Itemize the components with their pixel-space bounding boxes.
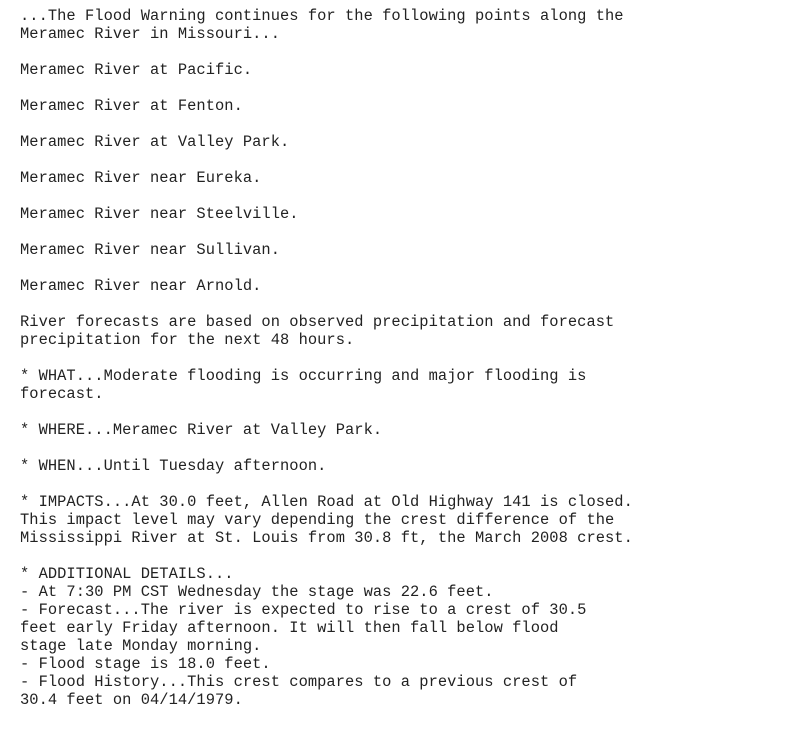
intro-line: Meramec River in Missouri... xyxy=(20,25,281,43)
flood-warning-bulletin xyxy=(20,7,790,709)
paragraph-gap xyxy=(20,223,790,241)
paragraph-gap xyxy=(20,403,790,421)
additional-details-line: - At 7:30 PM CST Wednesday the stage was 22.6 feet. xyxy=(20,583,494,601)
intro-paragraph xyxy=(20,7,790,43)
paragraph-gap xyxy=(20,547,790,565)
what-line: * WHAT...Moderate flooding is occurring and major flooding is xyxy=(20,367,587,385)
additional-details-line: - Forecast...The river is expected to rise to a crest of 30.5 xyxy=(20,601,587,619)
what-section xyxy=(20,367,790,403)
additional-details-line: stage late Monday morning. xyxy=(20,637,262,655)
impacts-line: Mississippi River at St. Louis from 30.8 ft, the March 2008 crest. xyxy=(20,529,633,547)
additional-details-line: - Flood stage is 18.0 feet. xyxy=(20,655,271,673)
paragraph-gap xyxy=(20,475,790,493)
additional-details-line: feet early Friday afternoon. It will then fall below flood xyxy=(20,619,559,637)
additional-details-section xyxy=(20,565,790,709)
forecast-point: Meramec River near Eureka. xyxy=(20,169,262,187)
additional-details-line: * ADDITIONAL DETAILS... xyxy=(20,565,234,583)
forecast-point: Meramec River near Sullivan. xyxy=(20,241,281,259)
forecast-point: Meramec River at Pacific. xyxy=(20,61,253,79)
impacts-line: This impact level may vary depending the crest difference of the xyxy=(20,511,615,529)
forecast-basis-line: precipitation for the next 48 hours. xyxy=(20,331,355,349)
where-section: * WHERE...Meramec River at Valley Park. xyxy=(20,421,383,439)
paragraph-gap xyxy=(20,259,790,277)
paragraph-gap xyxy=(20,439,790,457)
what-line: forecast. xyxy=(20,385,104,403)
forecast-point: Meramec River near Steelville. xyxy=(20,205,299,223)
additional-details-line: - Flood History...This crest compares to a previous crest of xyxy=(20,673,578,691)
paragraph-gap xyxy=(20,349,790,367)
additional-details-line: 30.4 feet on 04/14/1979. xyxy=(20,691,243,709)
impacts-line: * IMPACTS...At 30.0 feet, Allen Road at Old Highway 141 is closed. xyxy=(20,493,633,511)
paragraph-gap xyxy=(20,187,790,205)
intro-line: ...The Flood Warning continues for the following points along the xyxy=(20,7,624,25)
paragraph-gap xyxy=(20,295,790,313)
forecast-point: Meramec River near Arnold. xyxy=(20,277,262,295)
paragraph-gap xyxy=(20,79,790,97)
forecast-point: Meramec River at Fenton. xyxy=(20,97,243,115)
paragraph-gap xyxy=(20,151,790,169)
forecast-point: Meramec River at Valley Park. xyxy=(20,133,290,151)
forecast-basis-line: River forecasts are based on observed precipitation and forecast xyxy=(20,313,615,331)
when-section: * WHEN...Until Tuesday afternoon. xyxy=(20,457,327,475)
impacts-section xyxy=(20,493,790,547)
forecast-basis-paragraph xyxy=(20,313,790,349)
paragraph-gap xyxy=(20,43,790,61)
paragraph-gap xyxy=(20,115,790,133)
